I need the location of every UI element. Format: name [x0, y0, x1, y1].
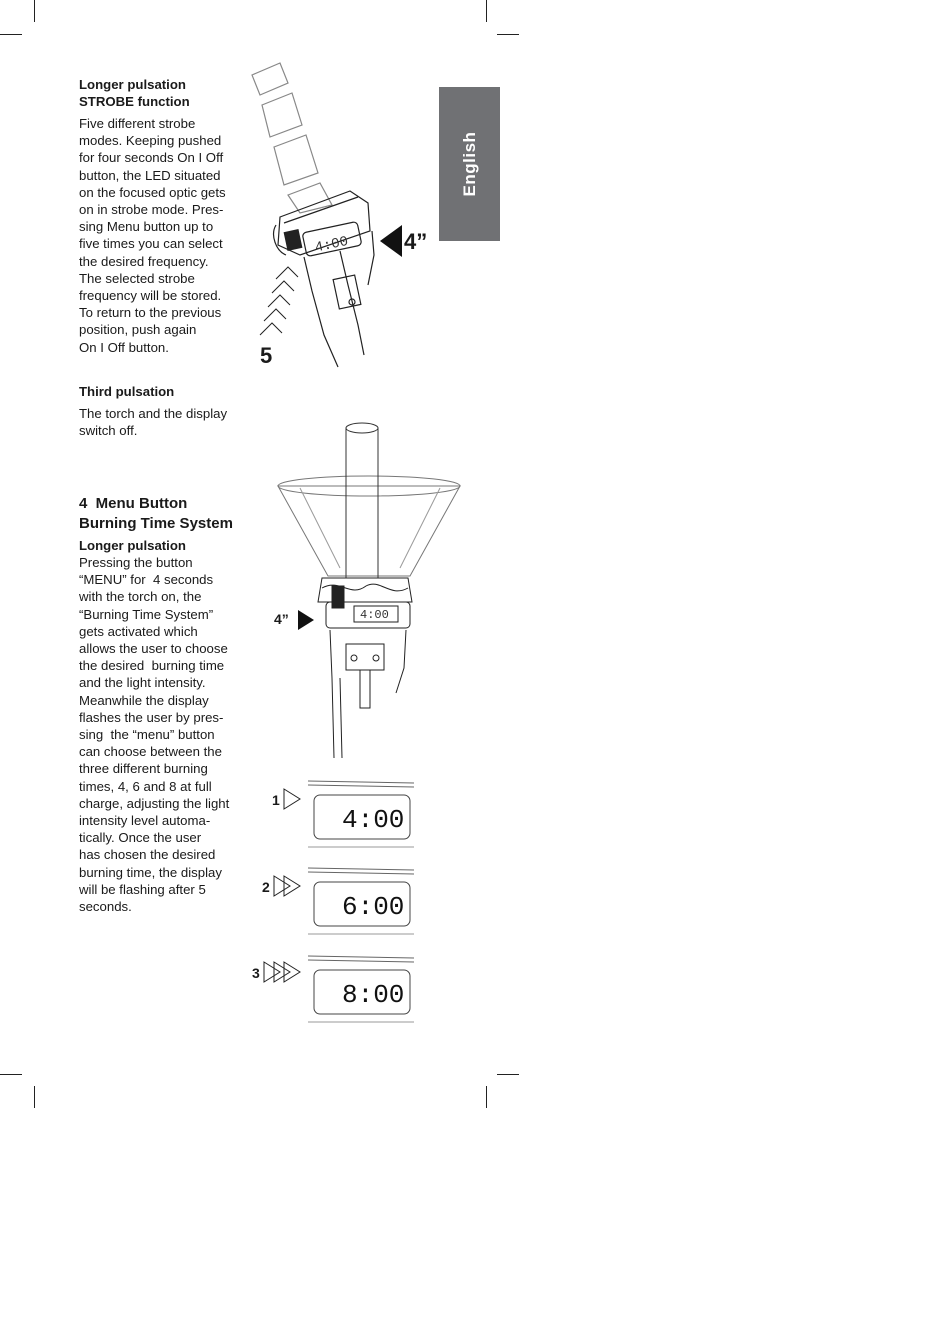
hold-duration-label: 4”	[404, 229, 428, 254]
body-line: allows the user to choose	[79, 641, 228, 657]
body-line: five times you can select	[79, 236, 223, 252]
body-line: tically. Once the user	[79, 830, 202, 846]
body-line: The selected strobe	[79, 270, 195, 286]
crop-mark	[486, 0, 487, 22]
crop-mark	[497, 1074, 519, 1075]
display-readout: 4:00	[313, 233, 350, 257]
body-line: To return to the previous	[79, 305, 222, 321]
body-line: “Burning Time System”	[79, 606, 214, 622]
body-line: Pressing the button	[79, 555, 193, 570]
body-line: and the light intensity.	[79, 675, 206, 691]
body-line: button, the LED situated	[79, 167, 221, 183]
language-tab-label: English	[459, 131, 479, 197]
body-line: frequency will be stored.	[79, 288, 222, 304]
body-line: Five different strobe	[79, 116, 196, 131]
crop-mark	[34, 0, 35, 22]
strobe-heading	[79, 76, 190, 110]
body-line: has chosen the desired	[79, 847, 216, 863]
third-pulsation-body	[79, 405, 249, 439]
step-number: 3	[252, 965, 260, 981]
hold-arrow-icon	[298, 610, 314, 630]
body-line: switch off.	[79, 423, 138, 439]
hold-duration-label: 4”	[274, 611, 289, 627]
body-line: gets activated which	[79, 623, 198, 639]
body-line: On I Off button.	[79, 339, 169, 355]
body-line: Meanwhile the display	[79, 692, 209, 708]
crop-mark	[34, 1086, 35, 1108]
body-line: charge, adjusting the light	[79, 795, 230, 811]
strobe-heading-line-1: Longer pulsation	[79, 77, 186, 92]
step-number: 2	[262, 879, 270, 895]
chevron-right-icon	[284, 789, 300, 809]
body-line: can choose between the	[79, 744, 222, 760]
display-readout: 8:00	[342, 980, 405, 1010]
crop-mark	[0, 1074, 22, 1075]
body-line: burning time, the display	[79, 864, 222, 880]
body-line: the desired frequency.	[79, 253, 209, 269]
body-line: sing the “menu” button	[79, 727, 215, 743]
press-count-label: 5	[260, 343, 273, 368]
display-step-1	[250, 775, 420, 855]
body-line: position, push again	[79, 322, 197, 338]
body-line: with the torch on, the	[79, 589, 202, 605]
body-line: on in strobe mode. Pres-	[79, 202, 224, 218]
body-line: for four seconds On I Off	[79, 150, 224, 166]
language-tab	[439, 87, 500, 241]
display-step-3	[250, 950, 420, 1030]
crop-mark	[486, 1086, 487, 1108]
body-line: flashes the user by pres-	[79, 709, 224, 725]
body-line: modes. Keeping pushed	[79, 133, 222, 149]
menu-heading-line-1: 4 Menu Button	[79, 495, 188, 512]
body-line: will be flashing after 5	[79, 881, 206, 897]
chevron-right-icon	[264, 962, 300, 982]
menu-heading-line-2: Burning Time System	[79, 514, 233, 532]
crop-mark	[497, 34, 519, 35]
body-line: sing Menu button up to	[79, 219, 214, 235]
menu-torch-illustration	[270, 418, 470, 763]
strobe-heading-line-2: STROBE function	[79, 94, 190, 110]
chevron-right-icon	[274, 876, 300, 896]
hold-arrow-icon	[380, 225, 402, 257]
menu-button-heading	[79, 494, 233, 533]
body-line: The torch and the display	[79, 406, 228, 421]
display-readout: 4:00	[360, 608, 389, 622]
strobe-torch-illustration	[240, 55, 440, 375]
body-line: seconds.	[79, 899, 132, 915]
menu-subheading: Longer pulsation	[79, 538, 186, 553]
body-line: on the focused optic gets	[79, 184, 226, 200]
body-line: the desired burning time	[79, 658, 225, 674]
body-line: three different burning	[79, 761, 208, 777]
body-line: times, 4, 6 and 8 at full	[79, 778, 212, 794]
strobe-body	[79, 115, 249, 356]
menu-body	[79, 554, 254, 915]
display-readout: 6:00	[342, 892, 405, 922]
body-line: intensity level automa-	[79, 813, 211, 829]
crop-mark	[0, 34, 22, 35]
third-pulsation-heading: Third pulsation	[79, 384, 175, 399]
step-number: 1	[272, 792, 280, 808]
display-readout: 4:00	[342, 805, 405, 835]
display-step-2	[250, 862, 420, 942]
body-line: “MENU” for 4 seconds	[79, 572, 214, 588]
